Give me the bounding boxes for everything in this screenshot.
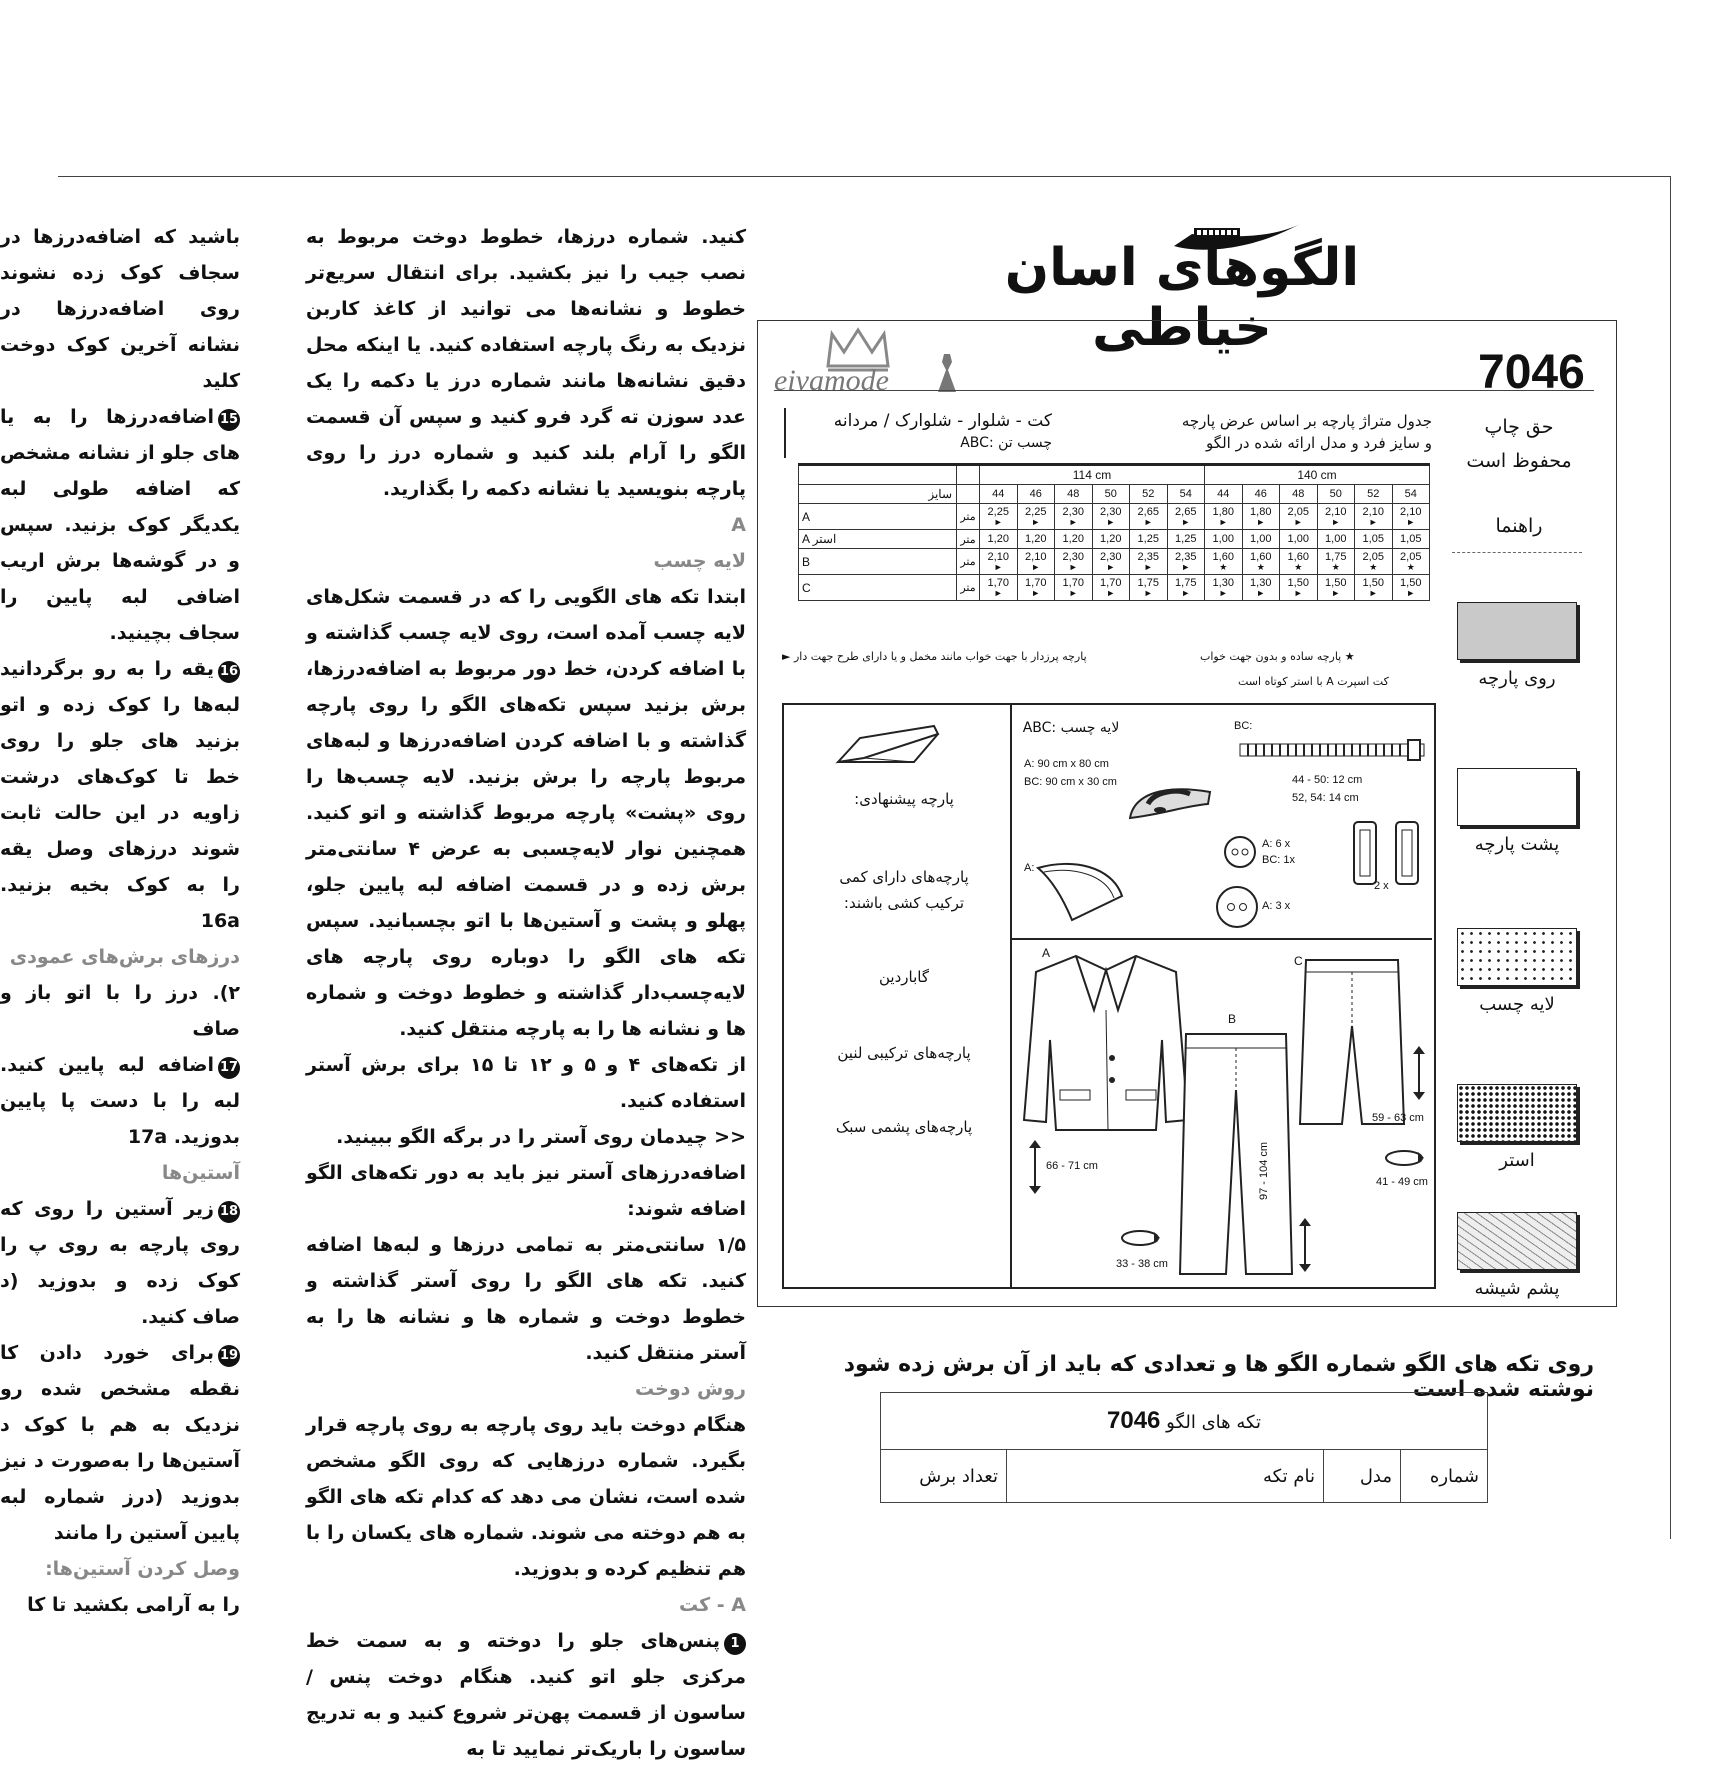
nap-marker-icon: ► bbox=[1181, 517, 1191, 527]
yardage-value: 1,25 bbox=[1130, 530, 1168, 549]
yardage-heading bbox=[1072, 410, 1432, 454]
yardage-value: 1,75 ★ bbox=[1317, 549, 1355, 575]
buckle-icon bbox=[1348, 816, 1428, 890]
col-piece-name: نام تکه bbox=[1007, 1450, 1324, 1503]
pieces-title-text: تکه های الگو bbox=[1166, 1412, 1261, 1433]
waist-loop-icon bbox=[1118, 1228, 1162, 1248]
yardage-value: 1,30 ► bbox=[1205, 575, 1243, 601]
paragraph-text: A bbox=[731, 514, 746, 536]
instruction-paragraph bbox=[0, 1335, 240, 1551]
pieces-note: روی تکه های الگو شماره الگو ها و تعدادی که باید از آن برش زده شود نوشته شده است bbox=[843, 1352, 1594, 1402]
section-heading bbox=[0, 1155, 240, 1191]
size-cell: 44 bbox=[1205, 485, 1243, 504]
nap-marker-icon: ► bbox=[1368, 517, 1378, 527]
buttons-qty-bc: BC: 1x bbox=[1262, 854, 1296, 866]
yardage-value: 2,05 ★ bbox=[1355, 549, 1393, 575]
nap-marker-icon: ► bbox=[1368, 588, 1378, 598]
section-heading bbox=[306, 1587, 746, 1623]
section-heading bbox=[306, 507, 746, 543]
legend-label: لایه چسب bbox=[1479, 994, 1555, 1015]
yardage-value: 1,00 bbox=[1280, 530, 1318, 549]
fusible-supply-label: لایه چسب :ABC bbox=[1022, 720, 1120, 736]
paragraph-text: لایه چسب bbox=[653, 550, 746, 572]
nap-marker-icon: ► bbox=[1068, 588, 1078, 598]
copyright-line-1: حق چاپ bbox=[1484, 416, 1554, 438]
yardage-value: 2,25 ► bbox=[1017, 504, 1055, 530]
yardage-note-arrow: پارچه پرزدار با جهت خواب مانند مخمل و یا دارای طرح جهت دار ► bbox=[782, 650, 1087, 663]
paragraph-text: کنید. شماره درزها، خطوط دوخت مربوط به نصب جیب را نیز بکشید. برای انتقال سریع‌تر خطوط و نشانه‌ها می توانید از کاغذ کاربن نزدیک به رنگ پارچه استفاده کنید. یا اینکه محل دقیق نشانه‌ها مانند شماره درز یا دکمه را یک عدد سوزن ته گرد فرو کنید و سپس آن قسمت الگو را آرام بلند کنید و شماره درز را روی پارچه بنویسید یا نشانه دکمه را بگذارید. bbox=[306, 226, 746, 500]
copyright-line-2: محفوظ است bbox=[1466, 450, 1572, 472]
yardage-row-label: B bbox=[799, 549, 957, 575]
paragraph-text: هنگام دوخت باید روی پارچه به روی پارچه قرار بگیرد. شماره درزهایی که روی الگو مشخص شده است، نشان می دهد که کدام تکه های الگو به هم دوخته می شوند. شماره های یکسان را با هم تنظیم کرده و بدوزید. bbox=[306, 1414, 746, 1580]
step-number-badge: 18 bbox=[218, 1201, 240, 1223]
legend-label: استر bbox=[1499, 1150, 1535, 1171]
nap-marker-icon: ► bbox=[993, 562, 1003, 572]
waist-measure: 33 - 38 cm bbox=[1116, 1258, 1168, 1270]
legend-fusible bbox=[1452, 928, 1582, 1015]
yardage-row-label: A استر bbox=[799, 530, 957, 549]
nap-marker-icon: ► bbox=[1106, 517, 1116, 527]
nap-marker-icon: ★ bbox=[1256, 562, 1265, 572]
nap-marker-icon: ► bbox=[1331, 588, 1341, 598]
button-icon bbox=[1214, 884, 1260, 930]
paragraph-text: درزهای برش‌های عمودی bbox=[9, 946, 240, 968]
yardage-garments bbox=[792, 410, 1052, 454]
view-label-a: A bbox=[1042, 946, 1051, 960]
size-cell: 46 bbox=[1242, 485, 1280, 504]
view-label-c: C bbox=[1294, 954, 1303, 968]
legend-wool bbox=[1452, 1212, 1582, 1299]
pattern-code: 7046 bbox=[1478, 346, 1585, 399]
paragraph-text: پنس‌های جلو را دوخته و به سمت خط مرکزی جلو اتو کنید. هنگام دوخت پنس / ساسون از قسمت پهن‌تر شروع کنید و به تدریج ساسون را باریک‌تر نمایید تا به bbox=[306, 1630, 746, 1760]
paragraph-text: ابتدا تکه های الگویی را که در قسمت شکل‌های لایه چسب آمده است، روی لایه چسب گذاشته و با اضافه کردن، خط دور مربوط به اضافه‌درزها، برش بزنید سپس تکه‌های الگو را روی پارچه گذاشته و با اضافه کردن اضافه‌درزها و لبه‌های مربوط پارچه را برش بزنید. لایه چسب‌ها را روی «پشت» پارچه مربوط گذاشته و اتو کنید. همچنین نوار لایه‌چسبی به عرض ۴ سانتی‌متر برش زده و در قسمت اضافه لبه پایین جلو، پهلو و پشت و آستین‌ها با اتو بچسبانید. سپس تکه های الگو را دوباره روی پارچه های لایه‌چسب‌دار گذاشته و خطوط دوخت و شماره ها و نشانه ها را به پارچه منتقل کنید. bbox=[306, 586, 746, 1040]
legend-label: پشت پارچه bbox=[1474, 834, 1560, 855]
pieces-title bbox=[881, 1393, 1488, 1450]
fabric-option-1: پارچه‌های دارای کمی bbox=[839, 868, 969, 886]
yardage-value: 1,20 bbox=[980, 530, 1018, 549]
size-label: سایز bbox=[799, 485, 957, 504]
yardage-heading-1: جدول متراژ پارچه بر اساس عرض پارچه bbox=[1181, 412, 1432, 430]
nap-marker-icon: ► bbox=[993, 588, 1003, 598]
instruction-column-1 bbox=[306, 219, 746, 1767]
view-label-b: B bbox=[1228, 1012, 1237, 1026]
yardage-note-sport: کت اسپرت A با استر کوتاه است bbox=[1238, 675, 1389, 688]
yardage-rule bbox=[784, 408, 786, 458]
nap-marker-icon: ► bbox=[1218, 517, 1228, 527]
legend-back bbox=[1452, 768, 1582, 855]
site-title: الگوهای اسان خیاطی bbox=[1004, 238, 1360, 358]
fusible-label: چسب تن :ABC bbox=[960, 435, 1052, 451]
col-model: مدل bbox=[1324, 1450, 1401, 1503]
yardage-table bbox=[798, 463, 1430, 601]
yardage-value: 1,30 ► bbox=[1242, 575, 1280, 601]
instruction-paragraph bbox=[306, 1623, 746, 1767]
shoulder-pad-icon bbox=[1032, 856, 1128, 926]
yardage-value: 2,35 ► bbox=[1167, 549, 1205, 575]
legend-divider bbox=[1452, 552, 1582, 553]
instruction-paragraph bbox=[306, 579, 746, 1047]
dress-form-icon bbox=[934, 352, 960, 394]
instruction-paragraph bbox=[306, 1407, 746, 1587]
col-number: شماره bbox=[1401, 1450, 1488, 1503]
yardage-value: 1,70 ► bbox=[1055, 575, 1093, 601]
legend-label: پشم شیشه bbox=[1474, 1278, 1560, 1299]
yardage-value: 1,20 bbox=[1055, 530, 1093, 549]
instruction-paragraph bbox=[0, 219, 240, 399]
yardage-value: 1,60 ★ bbox=[1280, 549, 1318, 575]
shorts-hem-measure: 41 - 49 cm bbox=[1376, 1176, 1428, 1188]
yardage-heading-2: و سایز فرد و مدل ارائه شده در الگو bbox=[1206, 434, 1432, 452]
size-cell: 52 bbox=[1130, 485, 1168, 504]
trouser-length: 97 - 104 cm bbox=[1258, 1141, 1270, 1200]
nap-marker-icon: ► bbox=[1256, 588, 1266, 598]
yardage-value: 2,10 ► bbox=[1392, 504, 1430, 530]
nap-marker-icon: ► bbox=[1106, 562, 1116, 572]
instruction-paragraph bbox=[0, 1191, 240, 1335]
yardage-value: 1,25 bbox=[1167, 530, 1205, 549]
section-heading bbox=[306, 543, 746, 579]
legend-label: روی پارچه bbox=[1478, 668, 1556, 689]
fusible-supply-bc: BC: 90 cm x 30 cm bbox=[1024, 776, 1117, 788]
nap-marker-icon: ► bbox=[1031, 562, 1041, 572]
iron-icon bbox=[1124, 770, 1216, 826]
shorts-illustration bbox=[1296, 956, 1408, 1128]
legend-title: راهنما bbox=[1495, 515, 1543, 537]
paragraph-text: زیر آستین را روی که روی پارچه به روی پ را کوک زده و بدوزید (د صاف کنید. bbox=[0, 1198, 240, 1328]
fabric-width-header: 140 cm bbox=[1205, 465, 1430, 485]
nap-marker-icon: ★ bbox=[1331, 562, 1340, 572]
instruction-column-2 bbox=[0, 219, 240, 1623]
step-number-badge: 16 bbox=[218, 661, 240, 683]
fabric-option-3: پارچه‌های ترکیبی لنین bbox=[837, 1044, 971, 1062]
pieces-table bbox=[880, 1392, 1488, 1503]
nap-marker-icon: ► bbox=[1331, 517, 1341, 527]
size-cell: 48 bbox=[1280, 485, 1318, 504]
nap-marker-icon: ► bbox=[1143, 517, 1153, 527]
nap-marker-icon: ► bbox=[1143, 588, 1153, 598]
nap-marker-icon: ► bbox=[1068, 562, 1078, 572]
yardage-row-label: C bbox=[799, 575, 957, 601]
yardage-value: 2,65 ► bbox=[1167, 504, 1205, 530]
nap-marker-icon: ► bbox=[1106, 588, 1116, 598]
brand-underline bbox=[774, 390, 1594, 391]
paragraph-text: روش دوخت bbox=[635, 1378, 746, 1400]
yardage-value: 1,70 ► bbox=[1017, 575, 1055, 601]
zipper-icon bbox=[1236, 736, 1428, 764]
paragraph-text: A - کت bbox=[679, 1594, 746, 1616]
swatch-face bbox=[1457, 602, 1577, 660]
swatch-back bbox=[1457, 768, 1577, 826]
nap-marker-icon: ► bbox=[1406, 588, 1416, 598]
pieces-title-code: 7046 bbox=[1107, 1407, 1161, 1434]
step-number-badge: 15 bbox=[218, 409, 240, 431]
instruction-paragraph bbox=[306, 1227, 746, 1371]
paragraph-text: ۱/۵ سانتی‌متر به تمامی درزها و لبه‌ها اضافه کنید. تکه های الگو را روی آستر گذاشته و خطوط دوخت و شماره ها و نشانه ها را به آستر منتقل کنید. bbox=[306, 1234, 746, 1364]
shoulder-pad-label: A: bbox=[1024, 862, 1035, 874]
yardage-value: 1,50 ► bbox=[1392, 575, 1430, 601]
yardage-value: 1,00 bbox=[1205, 530, 1243, 549]
fabric-option-4: پارچه‌های پشمی سبک bbox=[835, 1118, 973, 1136]
unit-cell bbox=[957, 485, 980, 504]
yardage-value: 2,65 ► bbox=[1130, 504, 1168, 530]
nap-marker-icon: ★ bbox=[1294, 562, 1303, 572]
unit-cell: متر bbox=[957, 504, 980, 530]
yardage-value: 1,75 ► bbox=[1130, 575, 1168, 601]
instruction-paragraph bbox=[0, 399, 240, 651]
yardage-value: 1,50 ► bbox=[1355, 575, 1393, 601]
yardage-value: 1,70 ► bbox=[1092, 575, 1130, 601]
zipper-size-2: 52, 54: 14 cm bbox=[1292, 792, 1359, 804]
yardage-value: 2,05 ★ bbox=[1392, 549, 1430, 575]
zipper-size-1: 44 - 50: 12 cm bbox=[1292, 774, 1363, 786]
hem-loop-icon bbox=[1382, 1148, 1426, 1168]
supplies-divider bbox=[1010, 703, 1012, 1287]
size-cell: 44 bbox=[980, 485, 1018, 504]
swatch-lining bbox=[1457, 1084, 1577, 1142]
yardage-value: 1,80 ► bbox=[1205, 504, 1243, 530]
yardage-value: 2,30 ► bbox=[1092, 549, 1130, 575]
nap-marker-icon: ► bbox=[1293, 517, 1303, 527]
nap-marker-icon: ► bbox=[1031, 588, 1041, 598]
nap-marker-icon: ► bbox=[1406, 517, 1416, 527]
buttons-qty-large: A: 3 x bbox=[1262, 900, 1291, 912]
paragraph-text: وصل کردن آستین‌ها: bbox=[45, 1558, 240, 1580]
size-cell: 50 bbox=[1317, 485, 1355, 504]
fusible-supply-a: A: 90 cm x 80 cm bbox=[1024, 758, 1109, 770]
yardage-value: 2,10 ► bbox=[1317, 504, 1355, 530]
yardage-value: 1,50 ► bbox=[1280, 575, 1318, 601]
yardage-value: 2,25 ► bbox=[980, 504, 1018, 530]
yardage-value: 2,35 ► bbox=[1130, 549, 1168, 575]
unit-cell: متر bbox=[957, 575, 980, 601]
yardage-value: 1,60 ★ bbox=[1242, 549, 1280, 575]
paragraph-text: آستین‌ها bbox=[161, 1162, 240, 1184]
paragraph-text: را به آرامی بکشید تا کا bbox=[27, 1594, 240, 1616]
section-heading bbox=[0, 939, 240, 975]
step-number-badge: 17 bbox=[218, 1057, 240, 1079]
yardage-value: 1,00 bbox=[1317, 530, 1355, 549]
nap-marker-icon: ► bbox=[1181, 588, 1191, 598]
legend-lining bbox=[1452, 1084, 1582, 1171]
paragraph-text: << چیدمان روی آستر را در برگه الگو ببینید. bbox=[336, 1126, 746, 1148]
yardage-value: 2,30 ► bbox=[1055, 549, 1093, 575]
yardage-corner bbox=[957, 465, 980, 485]
yardage-value: 1,20 bbox=[1092, 530, 1130, 549]
yardage-row-label: A bbox=[799, 504, 957, 530]
instruction-paragraph bbox=[0, 1047, 240, 1155]
instruction-paragraph bbox=[0, 1587, 240, 1623]
yardage-value: 1,05 bbox=[1392, 530, 1430, 549]
yardage-value: 2,30 ► bbox=[1092, 504, 1130, 530]
buttons-qty-a: A: 6 x bbox=[1262, 838, 1291, 850]
instruction-paragraph bbox=[0, 975, 240, 1047]
shorts-arrow-icon bbox=[1412, 1044, 1426, 1102]
unit-cell: متر bbox=[957, 530, 980, 549]
size-cell: 48 bbox=[1055, 485, 1093, 504]
step-number-badge: 1 bbox=[724, 1633, 746, 1655]
nap-marker-icon: ► bbox=[1031, 517, 1041, 527]
fabric-option-2: گاباردین bbox=[879, 968, 929, 986]
paragraph-text: ۲). درز را با اتو باز و صاف bbox=[0, 982, 240, 1040]
step-number-badge: 19 bbox=[218, 1345, 240, 1367]
nap-marker-icon: ► bbox=[993, 517, 1003, 527]
nap-marker-icon: ► bbox=[1068, 517, 1078, 527]
copyright-note bbox=[1444, 410, 1594, 478]
yardage-value: 2,10 ► bbox=[980, 549, 1018, 575]
yardage-value: 1,75 ► bbox=[1167, 575, 1205, 601]
yardage-value: 1,60 ★ bbox=[1205, 549, 1243, 575]
swatch-fusible bbox=[1457, 928, 1577, 986]
yardage-value: 1,20 bbox=[1017, 530, 1055, 549]
supplies-divider bbox=[1010, 938, 1432, 940]
size-cell: 54 bbox=[1167, 485, 1205, 504]
instruction-paragraph bbox=[306, 219, 746, 507]
yardage-value: 1,05 bbox=[1355, 530, 1393, 549]
zipper-label: BC: bbox=[1234, 720, 1253, 732]
fabric-option-1b: ترکیب کشی باشند: bbox=[843, 894, 965, 912]
fabric-bolt-icon bbox=[834, 718, 944, 768]
nap-marker-icon: ► bbox=[1218, 588, 1228, 598]
yardage-value: 2,10 ► bbox=[1017, 549, 1055, 575]
paragraph-text: اضافه‌درزها را به یا های جلو از نشانه مشخص که اضافه طولی لبه یکدیگر کوک بزنید. سپس و در گوشه‌ها برش اریب اضافی لبه پایین را سجاف بچینید. bbox=[0, 406, 240, 644]
paragraph-text: از تکه‌های ۴ و ۵ و ۱۲ تا ۱۵ برای برش آستر استفاده کنید. bbox=[306, 1054, 747, 1112]
size-cell: 46 bbox=[1017, 485, 1055, 504]
fabric-width-header: 114 cm bbox=[980, 465, 1205, 485]
shorts-length: 59 - 63 cm bbox=[1372, 1112, 1424, 1124]
yardage-value: 1,70 ► bbox=[980, 575, 1018, 601]
yardage-note-star: ★ پارچه ساده و بدون جهت خواب bbox=[1200, 650, 1355, 663]
nap-marker-icon: ► bbox=[1256, 517, 1266, 527]
instruction-paragraph bbox=[306, 1047, 746, 1119]
garments-label: کت - شلوار - شلوارک / مردانه bbox=[833, 411, 1052, 431]
instruction-paragraph bbox=[306, 1119, 746, 1155]
nap-marker-icon: ► bbox=[1143, 562, 1153, 572]
paragraph-text: اضافه لبه پایین کنید. لبه را با دست پا پایین بدوزید. 17a bbox=[0, 1054, 240, 1148]
size-cell: 52 bbox=[1355, 485, 1393, 504]
nap-marker-icon: ► bbox=[1293, 588, 1303, 598]
paragraph-text: یقه را به رو برگردانید لبه‌ها را کوک زده و اتو بزنید های جلو را روی خط تا کوک‌های درشت زاویه در این حالت ثابت شوند درزهای وصل یقه را به کوک بخیه بزنید. 16a bbox=[0, 658, 240, 932]
paragraph-text: اضافه‌درزهای آستر نیز باید به دور تکه‌های الگو اضافه شوند: bbox=[306, 1162, 746, 1220]
legend-face bbox=[1452, 602, 1582, 689]
nap-marker-icon: ★ bbox=[1406, 562, 1415, 572]
nap-marker-icon: ★ bbox=[1219, 562, 1228, 572]
unit-cell: متر bbox=[957, 549, 980, 575]
size-cell: 54 bbox=[1392, 485, 1430, 504]
swatch-wool bbox=[1457, 1212, 1577, 1270]
yardage-value: 2,10 ► bbox=[1355, 504, 1393, 530]
nap-marker-icon: ► bbox=[1181, 562, 1191, 572]
brand-logo: eivamode bbox=[774, 364, 889, 397]
paragraph-text: باشید که اضافه‌درزها در سجاف کوک زده نشوند روی اضافه‌درزها در نشانه آخرین کوک دوخت کلید bbox=[0, 226, 240, 392]
suggested-fabric-label: پارچه پیشنهادی: bbox=[854, 790, 954, 808]
height-arrow-icon bbox=[1028, 1138, 1042, 1196]
button-icon bbox=[1222, 834, 1258, 870]
jacket-length: 66 - 71 cm bbox=[1046, 1160, 1098, 1172]
section-heading bbox=[306, 1371, 746, 1407]
jacket-illustration bbox=[1016, 950, 1196, 1136]
yardage-value: 1,80 ► bbox=[1242, 504, 1280, 530]
buckle-qty: 2 x bbox=[1374, 880, 1389, 892]
yardage-value: 2,30 ► bbox=[1055, 504, 1093, 530]
yardage-corner bbox=[799, 465, 957, 485]
yardage-value: 2,05 ► bbox=[1280, 504, 1318, 530]
instruction-paragraph bbox=[306, 1155, 746, 1227]
paragraph-text: برای خورد دادن کا نقطه مشخص شده رو نزدیک به هم با کوک د آستین‌ها را به‌صورت ‌د نیز بدوزید (درز شماره لبه پایین آستین را مانند bbox=[0, 1342, 240, 1544]
col-cut-count: تعداد برش bbox=[881, 1450, 1007, 1503]
length-arrow-icon bbox=[1298, 1216, 1312, 1274]
instruction-paragraph bbox=[0, 651, 240, 939]
size-cell: 50 bbox=[1092, 485, 1130, 504]
trousers-illustration bbox=[1172, 1030, 1300, 1278]
yardage-value: 1,00 bbox=[1242, 530, 1280, 549]
section-heading bbox=[0, 1551, 240, 1587]
yardage-value: 1,50 ► bbox=[1317, 575, 1355, 601]
nap-marker-icon: ★ bbox=[1369, 562, 1378, 572]
